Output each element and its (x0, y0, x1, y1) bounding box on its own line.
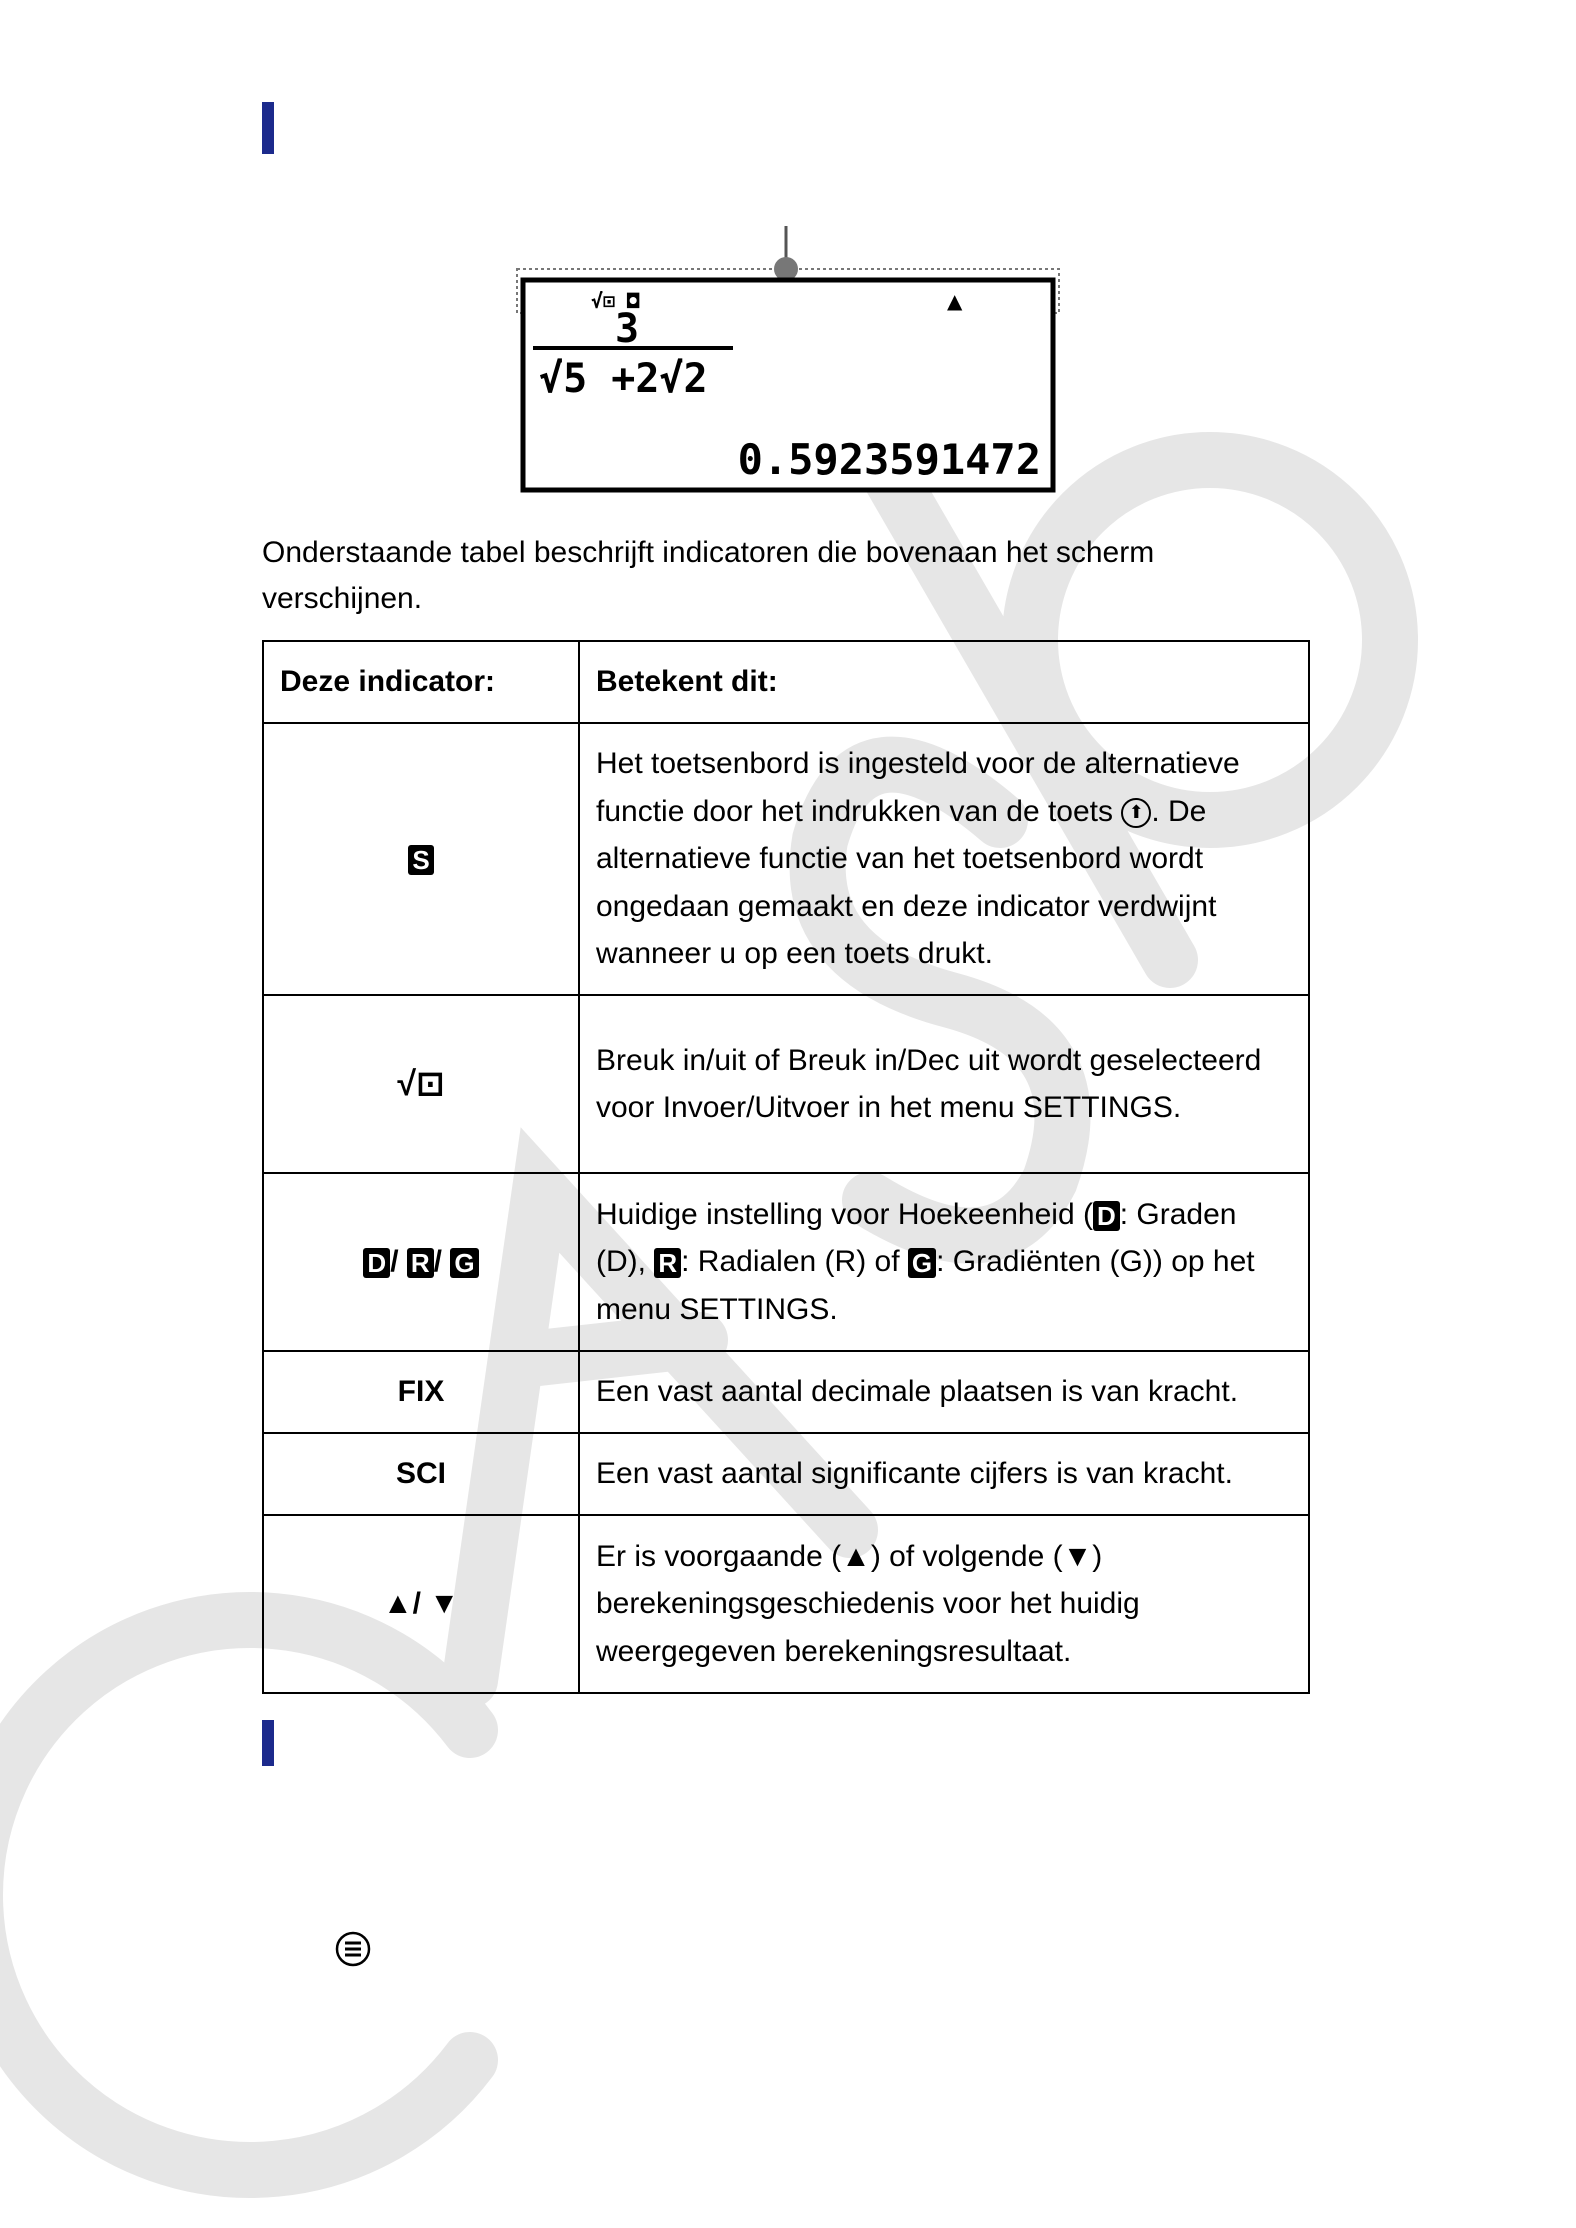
indicator-cell (263, 723, 579, 995)
table-row (263, 1173, 1309, 1351)
shift-key-icon: ⬆ (1121, 798, 1151, 828)
radian-indicator-icon: R (654, 1248, 681, 1278)
table-header-row (263, 641, 1309, 723)
indicator-cell: FIX (263, 1351, 579, 1433)
separator: / (433, 1245, 442, 1278)
display-numerator: 3 (615, 306, 640, 352)
indicator-cell (263, 995, 579, 1173)
indicator-table (262, 640, 1310, 1694)
degree-indicator-icon: D (363, 1248, 390, 1278)
description-text: Het toetsenbord is ingesteld voor de alternatieve functie door het indrukken van de toets (596, 747, 1240, 828)
intro-text: Onderstaande tabel beschrijft indicatoren die bovenaan het scherm verschijnen. (262, 536, 1155, 615)
shift-indicator-icon: S (408, 845, 433, 875)
display-denominator: √5 +2√2 (539, 356, 708, 402)
table-header-meaning: Betekent dit: (579, 641, 1309, 723)
display-top-indicators: √⊡ ◘ (591, 289, 640, 313)
indicator-cell (263, 1173, 579, 1351)
table-row (263, 1351, 1309, 1433)
description-text: : Radialen (R) of (681, 1245, 908, 1279)
description-text: : Graden (D), (596, 1197, 1237, 1279)
description-cell: Een vast aantal decimale plaatsen is van kracht. (579, 1351, 1309, 1433)
settings-menu-icon (334, 1930, 372, 1968)
table-header-indicator: Deze indicator: (263, 641, 579, 723)
table-row (263, 1515, 1309, 1693)
fraction-mode-icon: √⊡ (397, 1065, 445, 1103)
table-row (263, 723, 1309, 995)
display-result: 0.5923591472 (737, 435, 1041, 484)
description-cell: Er is voorgaande (▲) of volgende (▼) berekeningsgeschiedenis voor het huidig weergegeven berekeningsresultaat. (579, 1515, 1309, 1693)
description-cell (579, 1173, 1309, 1351)
indicator-cell: SCI (263, 1433, 579, 1515)
section-marker (262, 102, 274, 154)
table-row (263, 995, 1309, 1173)
display-history-arrow: ▲ (947, 289, 963, 313)
table-row (263, 1433, 1309, 1515)
description-text: . De alternatieve functie van het toetsenbord wordt ongedaan gemaakt en deze indicator verdwijnt wanneer u op een toets drukt. (596, 794, 1217, 971)
gradian-indicator-icon: G (450, 1248, 478, 1278)
radian-indicator-icon: R (407, 1248, 434, 1278)
description-cell: Een vast aantal significante cijfers is van kracht. (579, 1433, 1309, 1515)
description-text: : Gradiënten (G)) op het menu SETTINGS. (596, 1245, 1255, 1326)
separator: / (390, 1245, 399, 1278)
description-text: Huidige instelling voor Hoekeenheid ( (596, 1197, 1093, 1231)
section-marker (262, 1720, 274, 1766)
description-cell (579, 723, 1309, 995)
calculator-display-illustration (515, 222, 1061, 494)
description-cell: Breuk in/uit of Breuk in/Dec uit wordt geselecteerd voor Invoer/Uitvoer in het menu SETTINGS. (579, 995, 1309, 1173)
degree-indicator-icon: D (1093, 1201, 1120, 1231)
indicator-cell: ▲/ ▼ (263, 1515, 579, 1693)
gradian-indicator-icon: G (908, 1248, 936, 1278)
